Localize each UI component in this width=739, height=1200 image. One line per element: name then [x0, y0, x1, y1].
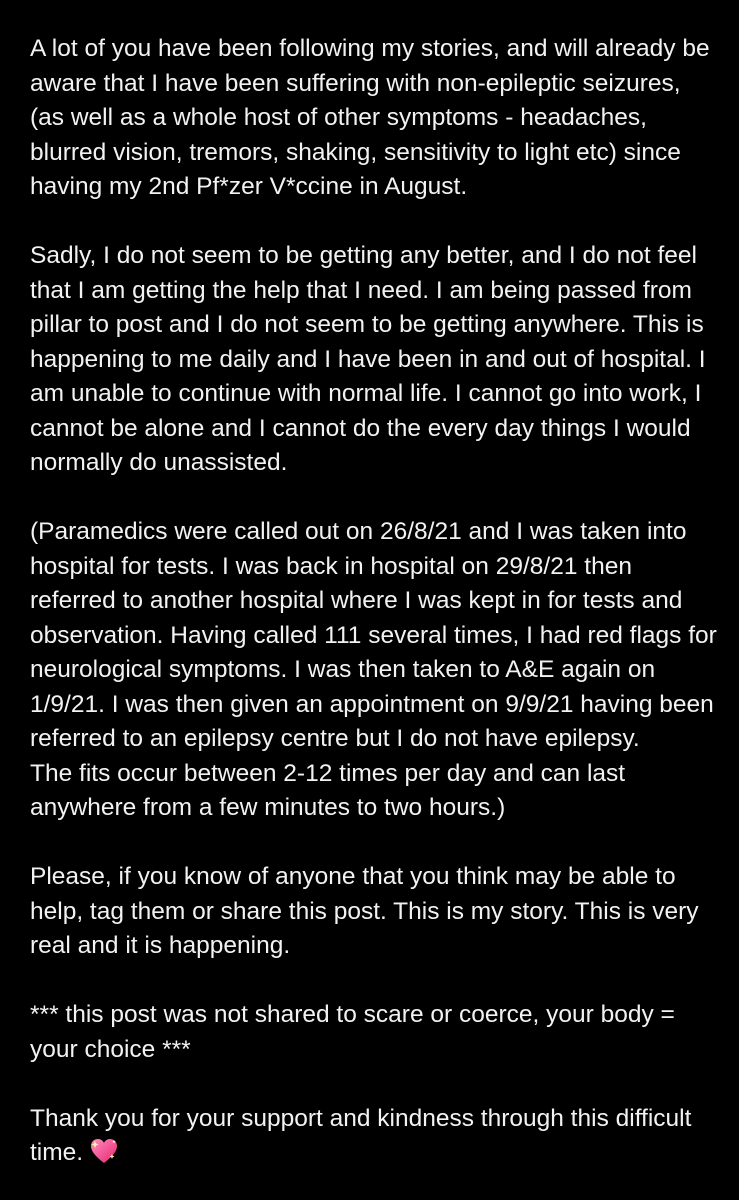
- paragraph-thanks: [30, 1102, 720, 1171]
- post-text: [30, 32, 720, 1171]
- sparkling-heart-icon: [89, 1137, 119, 1165]
- paragraph-intro: A lot of you have been following my stories, and will already be aware that I have been suffering with non-epileptic seizures, (as well as a whole host of other symptoms - headaches, blurred vision, tremors, shaking, sensitivity to light etc) since having my 2nd Pf*zer V*ccine in August.: [30, 35, 710, 200]
- paragraph-request: Please, if you know of anyone that you think may be able to help, tag them or share this post. This is my story. This is very real and it is happening.: [30, 863, 699, 959]
- thanks-text: Thank you for your support and kindness through this difficult time.: [30, 1104, 692, 1166]
- paragraph-timeline: (Paramedics were called out on 26/8/21 and I was taken into hospital for tests. I was back in hospital on 29/8/21 then referred to another hospital where I was kept in for tests and observation. Having called 111 several times, I had red flags for neurological symptoms. I was then taken to A&E again on 1/9/21. I was then given an appointment on 9/9/21 having been referred to an epilepsy centre but I do not have epilepsy. The fits occur between 2-12 times per day and can last anywhere from a few minutes to two hours.): [30, 518, 717, 821]
- paragraph-disclaimer: *** this post was not shared to scare or coerce, your body = your choice ***: [30, 1001, 675, 1063]
- paragraph-condition: Sadly, I do not seem to be getting any better, and I do not feel that I am getting the help that I need. I am being passed from pillar to post and I do not seem to be getting anywhere. This is happening to me daily and I have been in and out of hospital. I am unable to continue with normal life. I cannot go into work, I cannot be alone and I cannot do the every day things I would normally do unassisted.: [30, 242, 706, 476]
